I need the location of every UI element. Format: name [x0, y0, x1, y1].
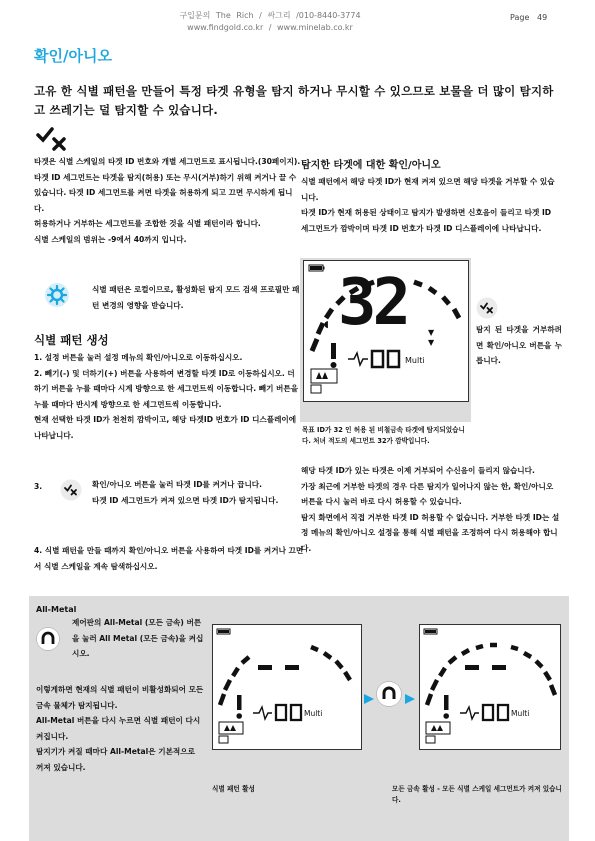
page-number: Page 49: [510, 13, 548, 22]
pattern-active-caption: 식별 패턴 활성: [212, 785, 255, 793]
svg-text:▼: ▼: [428, 328, 435, 337]
step-2-detail: 현재 선택한 타겟 ID가 천천히 깜박이고, 해당 타겟ID 번호가 ID 디스플레이에 나타납니다.: [34, 415, 297, 440]
all-metal-heading: All-Metal: [36, 605, 77, 614]
left-paragraph-1: 타겟은 식별 스케일의 타겟 ID 번호와 개별 세그먼트로 표시됩니다.(30페이지).: [34, 157, 301, 166]
step-3-detail: 타겟 ID 세그먼트가 켜져 있으면 타겟 ID가 탐지됩니다.: [92, 495, 279, 505]
all-metal-paragraph-1: 제어판의 All-Metal (모든 금속) 버튼을 눌러 All Metal (모든 금속)을 켜십시오.: [72, 618, 204, 659]
accept-reject-icon: [36, 125, 68, 153]
tree-icon: [426, 722, 450, 734]
header-contact: 구입문의 The Rich / 싸그리 /010-8440-3774: [179, 11, 361, 20]
horseshoe-icon: [36, 627, 60, 651]
search-mode-label: Multi: [405, 356, 425, 365]
right-paragraph-3: 해당 타겟 ID가 있는 타겟은 이제 거부되어 수신음이 들리지 않습니다.: [301, 466, 535, 475]
accept-reject-icon: [60, 479, 82, 501]
battery-icon: [424, 629, 437, 634]
all-metal-active-caption: 모든 금속 활성 - 모든 식별 스케일 세그먼트가 켜져 있습니다.: [392, 785, 562, 804]
header-websites: www.findgold.co.kr / www.minelab.co.kr: [187, 23, 353, 32]
battery-icon: [217, 629, 230, 634]
right-paragraph-1: 식별 패턴에서 해당 타겟 ID가 현재 켜져 있으면 해당 타겟을 거부할 수 있습니다.: [301, 177, 555, 202]
target-trace-icon: [348, 353, 368, 365]
arrow-right-icon: [405, 689, 415, 699]
local-pattern-note: 식별 패턴은 로컬이므로, 활성화된 탐지 모드 검색 프로필만 패턴 변경의 영향을 받습니다.: [92, 285, 300, 310]
arrow-right-icon: [364, 689, 374, 699]
horseshoe-icon: [376, 681, 402, 707]
settings-gear-icon: [44, 282, 70, 308]
pattern-active-display: [212, 624, 362, 750]
target-trace-icon: [253, 707, 272, 719]
left-paragraph-2: 타겟 ID 세그먼트는 타겟을 탐지(허용) 또는 무시(거부)하기 위해 켜거나 끌 수 있습니다. 타겟 ID 세그먼트를 켜면 타겟을 허용하게 되고 끄면 무시하게 됩니다.: [34, 172, 297, 213]
search-mode-label: Multi: [511, 709, 530, 718]
intro-paragraph: 고유 한 식별 패턴을 만들어 특정 타겟 유형을 탐지 하거나 무시할 수 있으므로 보물을 더 많이 탐지하고 쓰레기는 덜 탐지할 수 있습니다.: [34, 84, 554, 117]
search-mode-label: Multi: [304, 709, 323, 718]
left-paragraph-3: 허용하거나 거부하는 세그먼트를 조합한 것을 식별 패턴이라 합니다.: [34, 219, 261, 229]
step-3-number: 3.: [34, 482, 43, 491]
reject-side-note: 탐지 된 타겟을 거부하려면 확인/아니오 버튼을 누릅니다.: [476, 325, 562, 366]
accept-reject-icon: [476, 297, 498, 319]
left-paragraph-4: 식별 스케일의 범위는 -9에서 40까지 입니다.: [34, 234, 187, 244]
target-trace-icon: [460, 707, 479, 719]
detection-display: [300, 258, 471, 445]
step-2: 2. 빼기(-) 및 더하기(+) 버튼을 사용하여 변경할 타겟 ID로 이동하십시오. 더하기 버튼을 누를 때마다 시계 방향으로 한 세그먼트씩 이동합니다. 빼기 버튼을 누를 때마다 반시계 방향으로 한 세그먼트씩 이동합니다.: [34, 368, 299, 409]
right-paragraph-2: 타겟 ID가 현재 허용된 상태이고 탐지가 발생하면 신호음이 들리고 타겟 ID 세그먼트가 깜박이며 타겟 ID 번호가 타겟 ID 디스플레이에 나타납니다.: [301, 208, 552, 233]
right-paragraph-5: 탐지 화면에서 직접 거부한 타겟 ID 허용할 수 없습니다. 거부한 타겟 ID는 설정 메뉴의 확인/아니오 설정을 통해 식별 패턴을 조정하여 다시 허용해야 합니다.: [301, 512, 560, 553]
all-metal-paragraph-4: 탐지기가 켜질 때마다 All-Metal은 기본적으로 꺼져 있습니다.: [36, 747, 195, 772]
create-pattern-heading: 식별 패턴 생성: [34, 333, 109, 347]
step-1: 1. 설정 버튼을 눌러 설정 메뉴의 확인/아니오로 이동하십시오.: [34, 353, 243, 362]
step-4: 4. 식별 패턴을 만들 때까지 확인/아니오 버튼을 사용하여 타겟 ID를 켜거나 끄면서 식별 스케일을 계속 탐색하십시오.: [34, 546, 304, 571]
svg-text:▼: ▼: [428, 338, 435, 347]
all-metal-paragraph-3: All-Metal 버튼을 다시 누르면 식별 패턴이 다시 켜집니다.: [36, 716, 201, 741]
all-metal-active-display: [419, 624, 561, 750]
battery-icon: [309, 265, 325, 271]
all-metal-paragraph-2: 이렇게하면 현재의 식별 패턴이 비활성화되어 모든 금속 물체가 탐지됩니다.: [36, 685, 204, 710]
page-title: 확인/아니오: [34, 47, 112, 65]
right-heading: 탐지한 타겟에 대한 확인/아니오: [301, 160, 441, 171]
step-3-text: 확인/아니오 버튼을 눌러 타겟 ID를 켜거나 끕니다.: [92, 480, 263, 489]
svg-text:◖: ◖: [324, 320, 329, 330]
target-id-number: 32: [338, 266, 408, 340]
right-paragraph-4: 가장 최근에 거부한 타겟의 경우 다른 탐지가 일어나지 않는 한, 확인/아니오 버튼을 다시 눌러 바로 다시 허용할 수 있습니다.: [301, 481, 554, 507]
detection-caption: 목표 ID가 32 인 허용 된 비철금속 타겟에 탐지되었습니다. 처녀 적도의 세그먼트 32가 깜박입니다.: [302, 426, 465, 445]
tree-icon: [219, 722, 243, 734]
